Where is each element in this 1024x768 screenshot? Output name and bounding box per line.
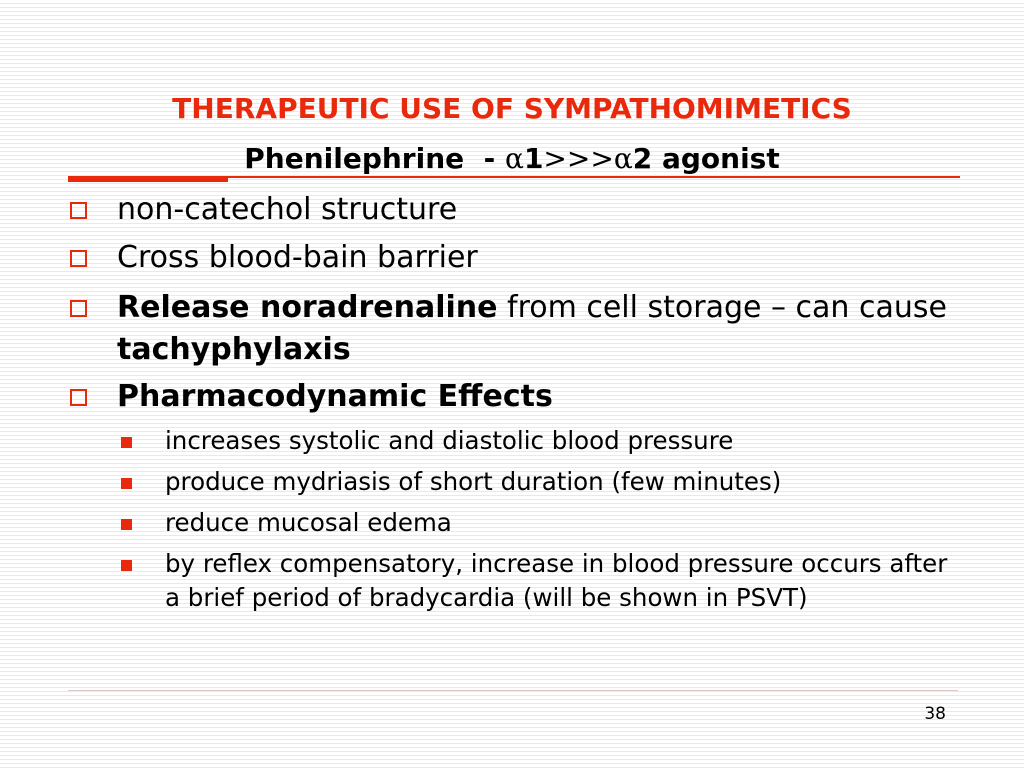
bullet-bold-text: Release noradrenaline (117, 290, 498, 325)
subtitle-drug-name: Phenilephrine - (244, 142, 506, 175)
sub-bullet-item (120, 424, 980, 458)
alpha2-agonist-text: 2 agonist (632, 142, 780, 175)
bullet-text (117, 287, 967, 371)
bullet-text (117, 378, 968, 416)
filled-square-bullet-icon (121, 560, 132, 571)
alpha-symbol: α (505, 142, 524, 175)
hollow-square-bullet-icon (70, 202, 87, 219)
title-divider-thick (68, 176, 228, 182)
bullet-item (68, 287, 968, 371)
sub-bullet-item (120, 547, 980, 615)
slide-title: THERAPEUTIC USE OF SYMPATHOMIMETICS (172, 92, 852, 125)
hollow-square-bullet-icon (70, 250, 87, 267)
sub-bullet-text: produce mydriasis of short duration (few minutes) (165, 467, 782, 496)
page-number: 38 (924, 704, 946, 724)
bullet-item (68, 239, 968, 277)
hollow-square-bullet-icon (70, 300, 87, 317)
bullet-item (68, 191, 968, 229)
bullet-text: Cross blood-bain barrier (117, 240, 478, 275)
sub-bullet-text: reduce mucosal edema (165, 508, 452, 537)
title-divider-thin (228, 176, 960, 178)
bullet-bold-text: Pharmacodynamic Effects (117, 379, 553, 414)
hollow-square-bullet-icon (70, 389, 87, 406)
bullet-item (68, 378, 968, 416)
filled-square-bullet-icon (121, 519, 132, 530)
alpha-symbol: α (613, 142, 633, 175)
filled-square-bullet-icon (121, 478, 132, 489)
bullet-text: non-catechol structure (117, 192, 458, 227)
sub-bullet-item (120, 506, 980, 540)
sub-bullet-item (120, 465, 980, 499)
footer-divider (68, 690, 958, 691)
sub-bullet-text: increases systolic and diastolic blood pressure (165, 426, 734, 455)
comparison-symbol: >>> (543, 142, 614, 175)
alpha1-number: 1 (523, 142, 544, 175)
bullet-bold-text: tachyphylaxis (117, 332, 351, 367)
bullet-plain-text: from cell storage – can cause (497, 290, 947, 325)
sub-bullet-text: by reflex compensatory, increase in blood pressure occurs after a brief period of bradycardia (will be shown in PSVT) (165, 549, 948, 612)
filled-square-bullet-icon (121, 437, 132, 448)
slide-subtitle (0, 142, 1024, 175)
